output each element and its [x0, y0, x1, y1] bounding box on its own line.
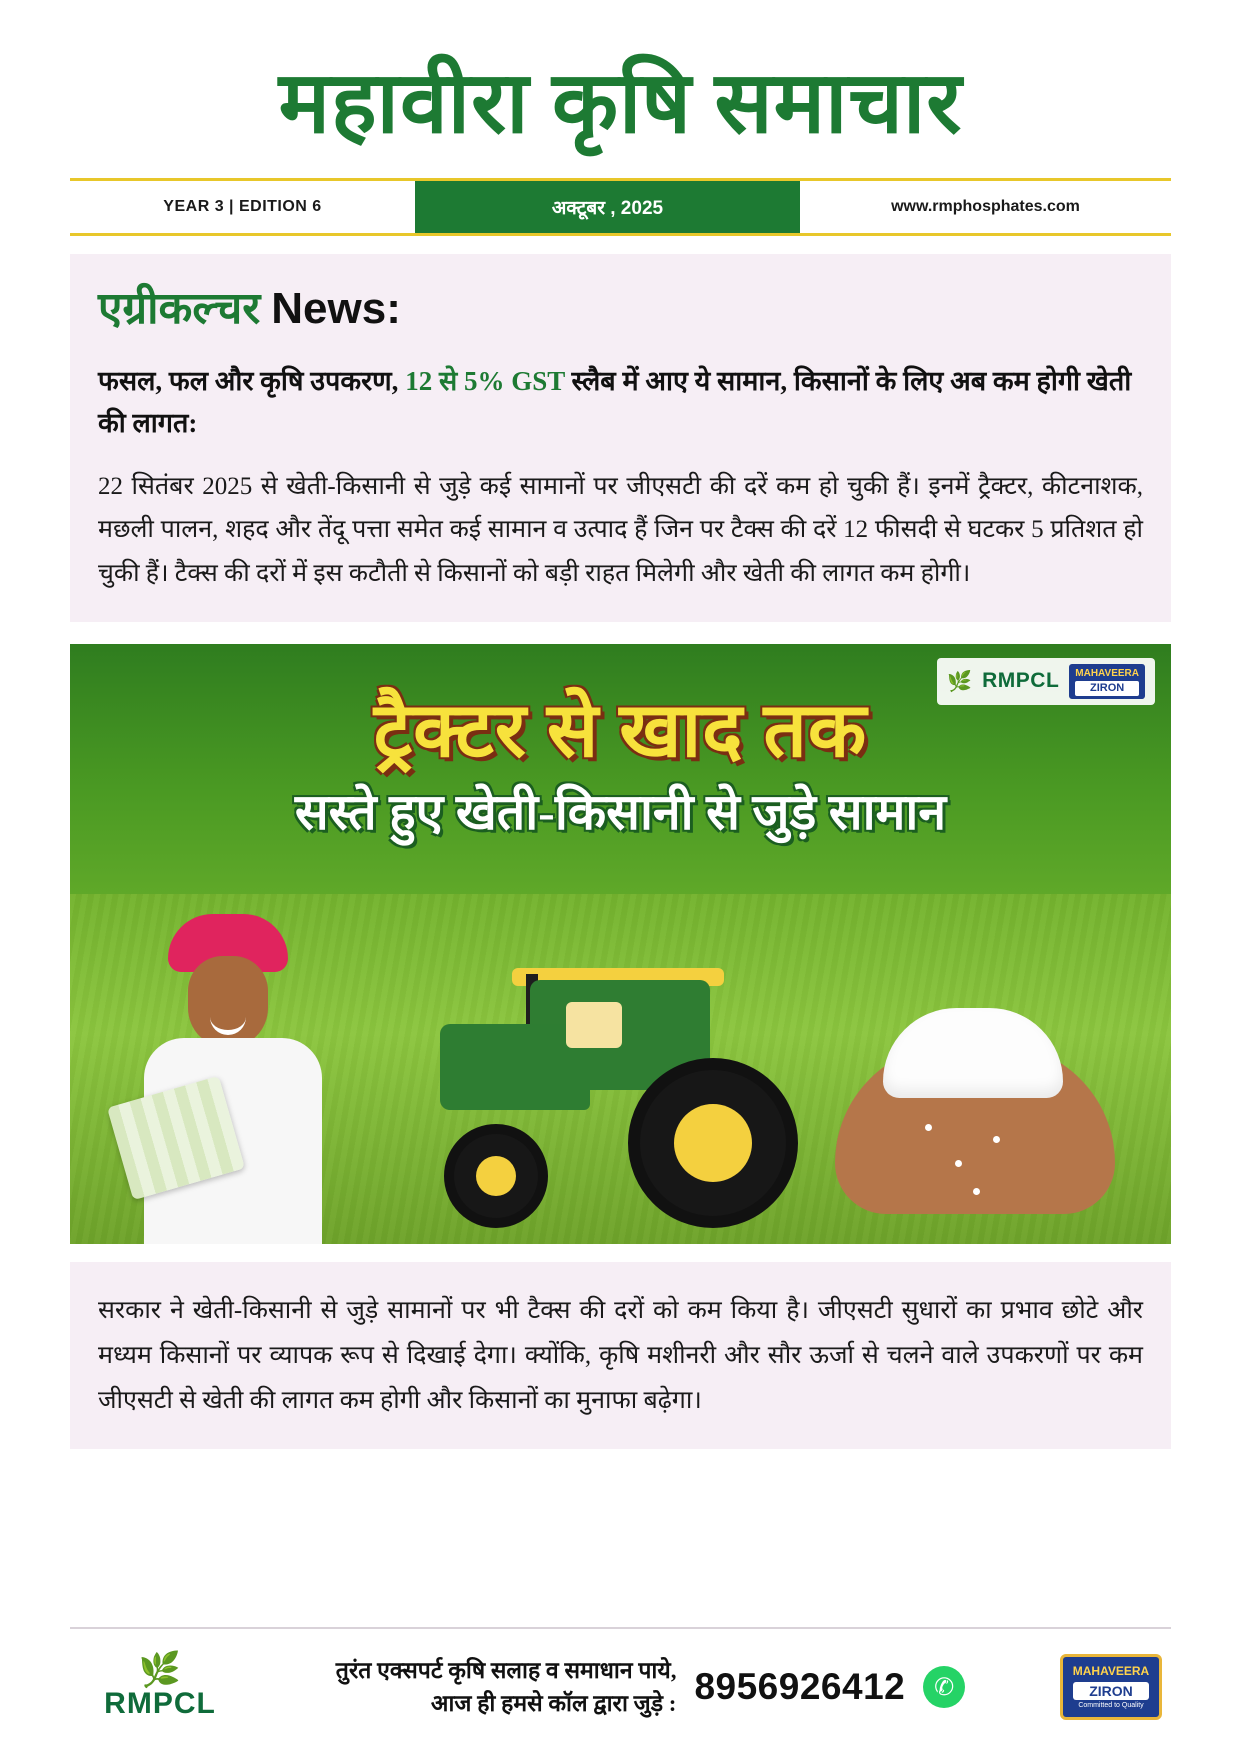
- article-body-top: 22 सितंबर 2025 से खेती-किसानी से जुड़े कई सामानों पर जीएसटी की दरें कम हो चुकी हैं। इनमें ट्रैक्टर, कीटनाशक, मछली पालन, शहद और तेंदू पत्ता समेत कई सामान व उत्पाद हैं जिन पर टैक्स की दरें 12 फीसदी से घटकर 5 प्रतिशत हो चुकी हैं। टैक्स की दरों में इस कटौती से किसानों को बड़ी राहत मिलेगी और खेती की लागत कम होगी।: [98, 472, 1143, 588]
- fertilizer-drop: [925, 1124, 932, 1131]
- masthead-info-bar: [70, 178, 1171, 236]
- issue-date: अक्टूबर , 2025: [415, 181, 800, 233]
- fertilizer-drop: [993, 1136, 1000, 1143]
- section-heading-english: News:: [271, 284, 401, 334]
- hero-title-line1: ट्रैक्टर से खाद तक: [373, 688, 868, 773]
- footer-divider: [70, 1627, 1171, 1629]
- footer-contact-line-1: तुरंत एक्सपर्ट कृषि सलाह व समाधान पाये,: [335, 1657, 677, 1683]
- section-heading-hindi: एग्रीकल्चर: [98, 284, 272, 334]
- fertilizer-pile: [883, 1008, 1063, 1098]
- footer-brand-badge: [1051, 1654, 1171, 1720]
- footer: [70, 1641, 1171, 1733]
- subheading-part-2: स्लैब में आए ये सामान, किसानों के लिए अब कम होगी खेती की लागत:: [98, 365, 1132, 438]
- hero-title-line2: सस्ते हुए खेती-किसानी से जुड़े सामान: [294, 783, 947, 840]
- leaf-icon: 🌿: [947, 670, 973, 693]
- subheading-part-1: फसल, फल और कृषि उपकरण,: [98, 365, 406, 396]
- hero-brand-sub: ZIRON: [1075, 681, 1139, 696]
- section-heading: [98, 284, 1143, 335]
- tractor-illustration: [400, 928, 820, 1228]
- fertilizer-drop: [955, 1160, 962, 1167]
- edition-label: YEAR 3 | EDITION 6: [163, 198, 322, 216]
- divider-bottom: [70, 233, 1171, 236]
- footer-logo: [70, 1653, 250, 1721]
- tractor-seat: [566, 1002, 622, 1048]
- leaf-icon: 🌿: [138, 1651, 182, 1689]
- article-subheading: [98, 361, 1143, 445]
- footer-logo-text: RMPCL: [104, 1687, 216, 1720]
- fertilizer-drop: [973, 1188, 980, 1195]
- tractor-front-wheel: [444, 1124, 548, 1228]
- whatsapp-icon[interactable]: ✆: [923, 1666, 965, 1708]
- farmer-illustration: [110, 914, 360, 1244]
- page-title: महावीरा कृषि समाचार: [278, 55, 963, 151]
- hand-with-fertilizer: [805, 974, 1135, 1224]
- hero-image: [70, 644, 1171, 1244]
- footer-contact: [250, 1654, 1051, 1721]
- footer-phone-number[interactable]: 8956926412: [694, 1666, 906, 1707]
- website-link[interactable]: www.rmphosphates.com: [891, 198, 1080, 216]
- footer-brand-name: MAHAVEERA: [1072, 1664, 1150, 1679]
- footer-contact-line-2: आज ही हमसे कॉल द्वारा जुड़े :: [430, 1691, 677, 1716]
- news-section: [70, 254, 1171, 622]
- footer-contact-text: [336, 1654, 677, 1721]
- masthead: [0, 0, 1241, 151]
- hero-brand-name: MAHAVEERA: [1075, 667, 1139, 679]
- subheading-highlight: 12 से 5% GST: [405, 365, 565, 396]
- tractor-rear-wheel: [628, 1058, 798, 1228]
- hero-logo-text: RMPCL: [982, 669, 1060, 693]
- article-body-bottom: सरकार ने खेती-किसानी से जुड़े सामानों पर भी टैक्स की दरों को कम किया है। जीएसटी सुधारों का प्रभाव छोटे और मध्यम किसानों पर व्यापक रूप से दिखाई देगा। क्योंकि, कृषि मशीनरी और सौर ऊर्जा से चलने वाले उपकरणों पर कम जीएसटी से खेती की लागत कम होगी और किसानों का मुनाफा बढ़ेगा।: [98, 1296, 1143, 1414]
- footer-brand-sub: ZIRON: [1073, 1682, 1149, 1701]
- footer-brand-tagline: Committed to Quality: [1078, 1702, 1144, 1710]
- article-section-bottom: [70, 1262, 1171, 1449]
